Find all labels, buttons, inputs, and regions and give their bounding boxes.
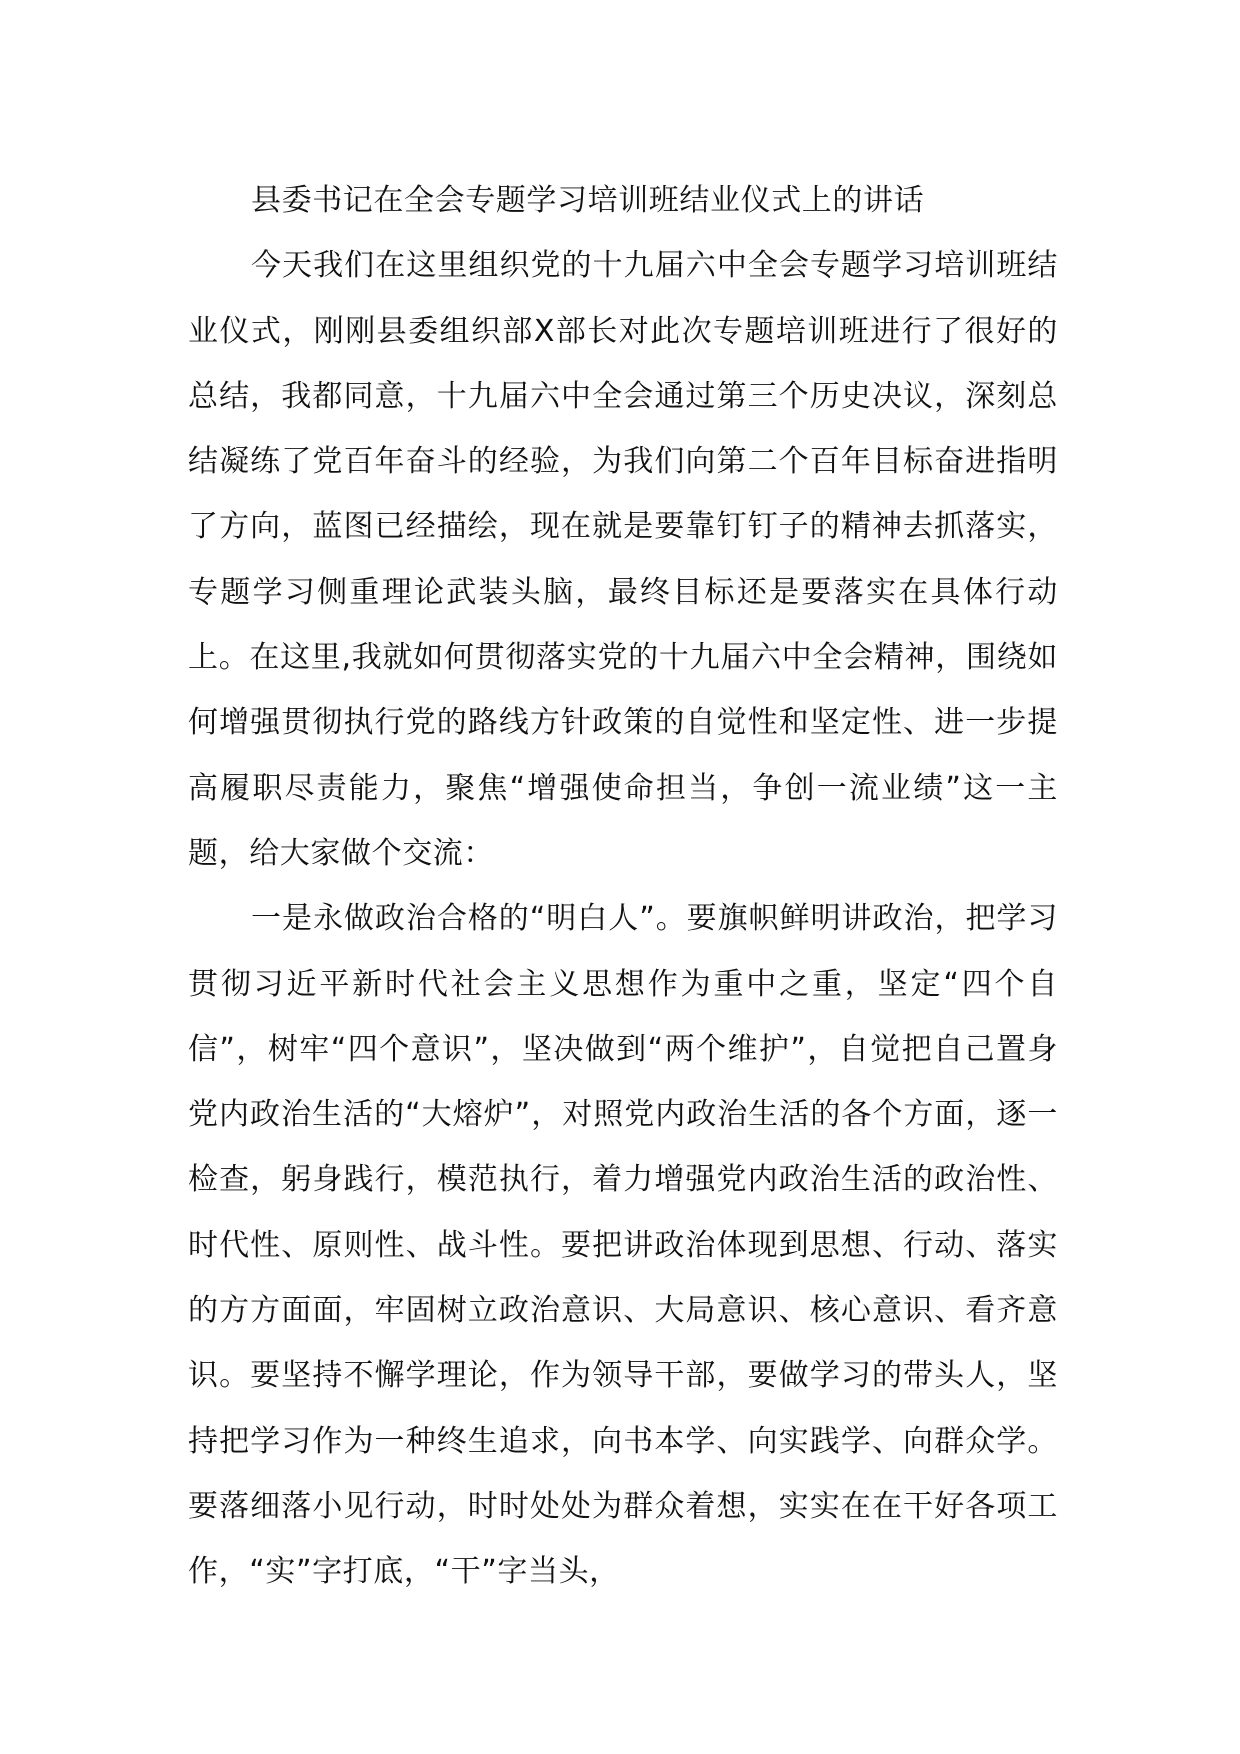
document-title: 县委书记在全会专题学习培训班结业仪式上的讲话 xyxy=(251,183,925,218)
paragraph-intro: 今天我们在这里组织党的十九届六中全会专题学习培训班结业仪式，刚刚县委组织部X部长对此次专题培训班进行了很好的总结，我都同意，十九届六中全会通过第三个历史决议，深刻总结凝练了党百年奋斗的经验，为我们向第二个百年目标奋进指明了方向，蓝图已经描绘，现在就是要靠钉钉子的精神去抓落实，专题学习侧重理论武装头脑，最终目标还是要落实在具体行动上。在这里,我就如何贯彻落实党的十九届六中全会精神，围绕如何增强贯彻执行党的路线方针政策的自觉性和坚定性、进一步提高履职尽责能力，聚焦“增强使命担当，争创一流业绩”这一主题，给大家做个交流： xyxy=(188,248,1058,871)
paragraph-point-one: 一是永做政治合格的“明白人”。要旗帜鲜明讲政治，把学习贯彻习近平新时代社会主义思想作为重中之重，坚定“四个自信”，树牢“四个意识”，坚决做到“两个维护”，自觉把自己置身党内政治生活的“大熔炉”，对照党内政治生活的各个方面，逐一检查，躬身践行，模范执行，着力增强党内政治生活的政治性、时代性、原则性、战斗性。要把讲政治体现到思想、行动、落实的方方面面，牢固树立政治意识、大局意识、核心意识、看齐意识。要坚持不懈学理论，作为领导干部，要做学习的带头人，坚持把学习作为一种终生追求，向书本学、向实践学、向群众学。要落细落小见行动，时时处处为群众着想，实实在在干好各项工作，“实”字打底，“干”字当头， xyxy=(188,901,1058,1590)
document-body xyxy=(188,168,1058,1605)
